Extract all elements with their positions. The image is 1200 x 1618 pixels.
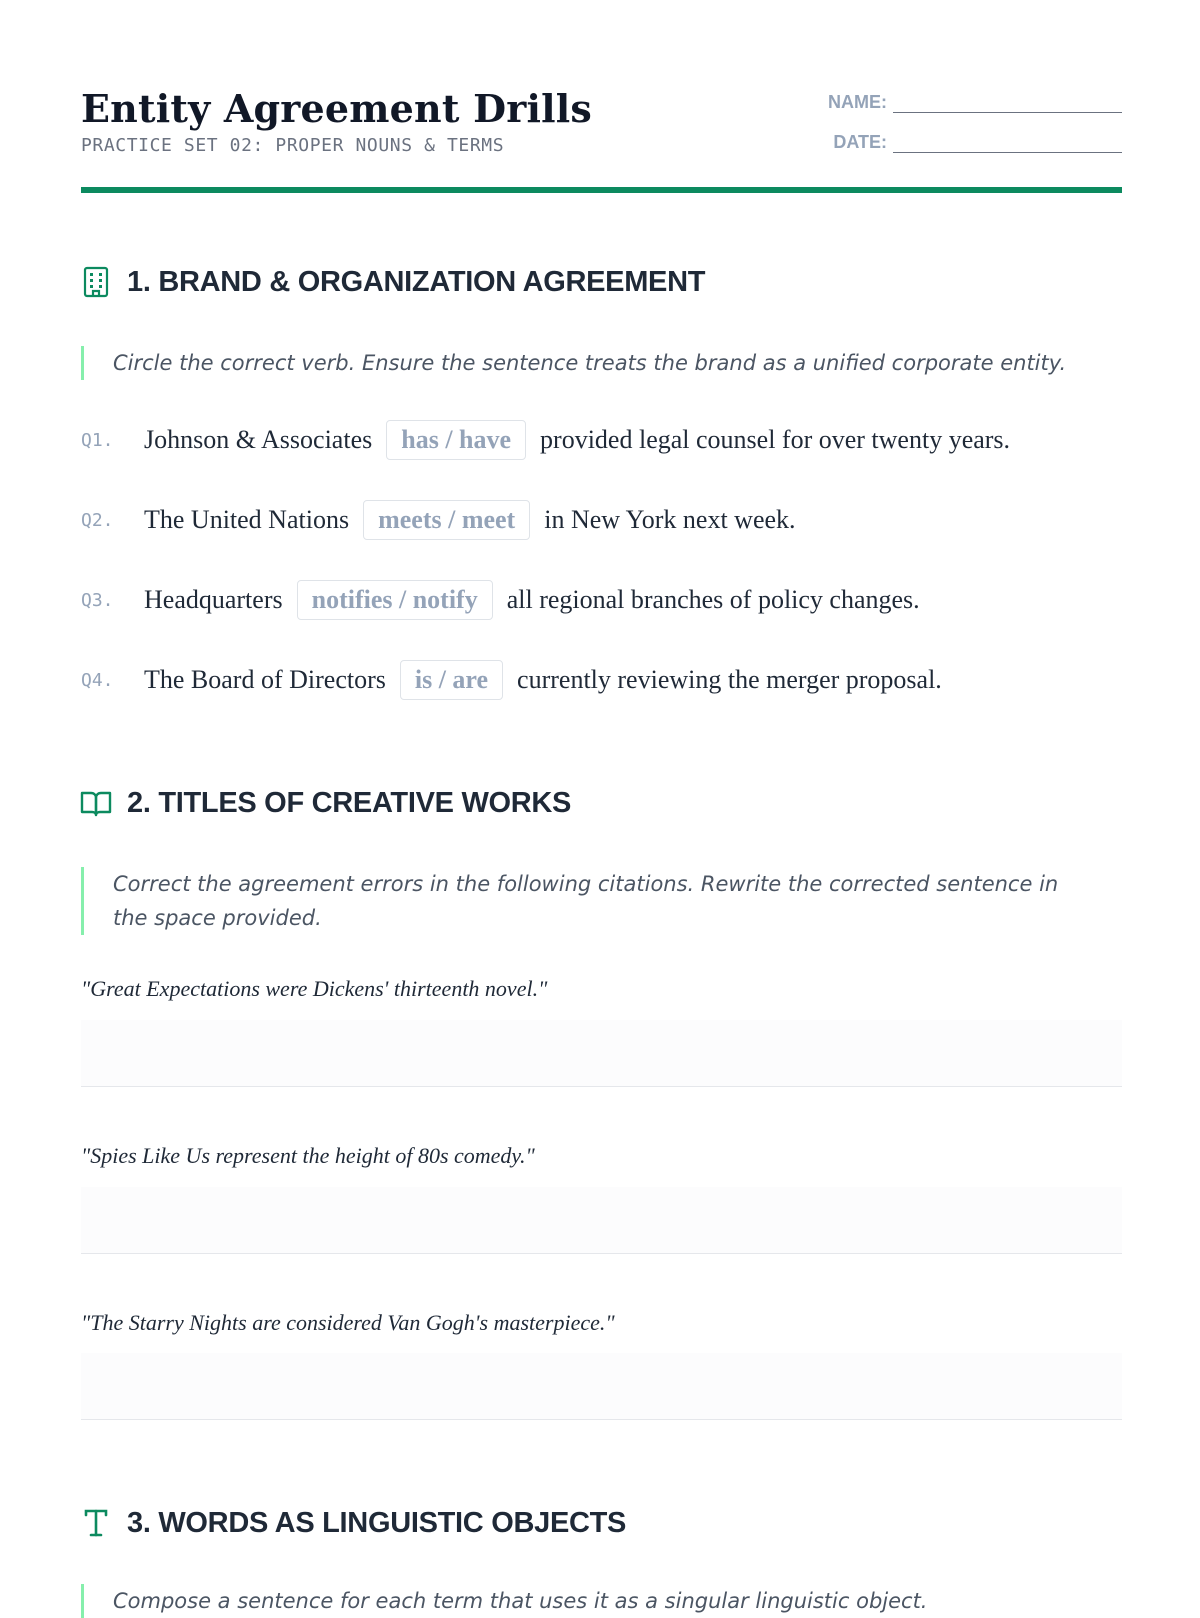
date-label: DATE: bbox=[833, 132, 887, 152]
building-icon bbox=[81, 265, 111, 299]
section-2-instruction-line-2: the space provided. bbox=[113, 906, 322, 930]
question-text-after: in New York next week. bbox=[544, 505, 796, 534]
verb-choice[interactable]: is / are bbox=[400, 660, 503, 700]
question-row-2 bbox=[81, 498, 796, 542]
date-field-row bbox=[833, 132, 1122, 153]
book-open-icon bbox=[81, 786, 111, 820]
answer-box-1[interactable] bbox=[81, 1020, 1122, 1087]
question-number: Q4. bbox=[81, 669, 114, 691]
question-text-before: The Board of Directors bbox=[144, 665, 386, 694]
page-title: Entity Agreement Drills bbox=[81, 86, 592, 131]
question-row-1 bbox=[81, 418, 1010, 462]
section-2-instruction bbox=[81, 867, 1122, 935]
answer-box-2[interactable] bbox=[81, 1187, 1122, 1254]
verb-choice[interactable]: notifies / notify bbox=[297, 580, 493, 620]
page-subtitle: PRACTICE SET 02: PROPER NOUNS & TERMS bbox=[81, 135, 505, 156]
section-1-heading bbox=[81, 265, 705, 299]
section-1-instruction: Circle the correct verb. Ensure the sentence treats the brand as a unified corporate entity. bbox=[81, 346, 1122, 380]
verb-choice[interactable]: has / have bbox=[386, 420, 526, 460]
header-divider bbox=[81, 187, 1122, 193]
date-field[interactable] bbox=[893, 135, 1122, 153]
question-text-before: Johnson & Associates bbox=[144, 425, 373, 454]
name-field[interactable] bbox=[893, 95, 1122, 113]
section-3-title: 3. WORDS AS LINGUISTIC OBJECTS bbox=[127, 1506, 627, 1539]
answer-box-3[interactable] bbox=[81, 1353, 1122, 1420]
section-3-instruction: Compose a sentence for each term that uses it as a singular linguistic object. bbox=[81, 1584, 1122, 1618]
question-number: Q3. bbox=[81, 589, 114, 611]
citation-2: "Spies Like Us represent the height of 80s comedy." bbox=[81, 1143, 535, 1168]
section-2-heading bbox=[81, 786, 571, 820]
type-icon bbox=[81, 1506, 111, 1540]
question-text-after: all regional branches of policy changes. bbox=[506, 585, 920, 614]
worksheet-header bbox=[81, 0, 1122, 192]
section-2-title: 2. TITLES OF CREATIVE WORKS bbox=[127, 786, 572, 819]
section-1-title: 1. BRAND & ORGANIZATION AGREEMENT bbox=[127, 265, 706, 298]
section-3-heading bbox=[81, 1506, 626, 1540]
question-number: Q1. bbox=[81, 429, 114, 451]
question-row-3 bbox=[81, 578, 920, 622]
question-text-after: provided legal counsel for over twenty years. bbox=[540, 425, 1011, 454]
citation-1: "Great Expectations were Dickens' thirteenth novel." bbox=[81, 976, 548, 1001]
question-number: Q2. bbox=[81, 509, 114, 531]
worksheet-page bbox=[81, 0, 1122, 1613]
verb-choice[interactable]: meets / meet bbox=[363, 500, 530, 540]
question-row-4 bbox=[81, 658, 942, 702]
name-field-row bbox=[828, 92, 1122, 113]
name-label: NAME: bbox=[828, 92, 887, 112]
citation-3: "The Starry Nights are considered Van Gogh's masterpiece." bbox=[81, 1310, 615, 1335]
section-2-instruction-line-1: Correct the agreement errors in the following citations. Rewrite the corrected sentence in bbox=[113, 872, 1059, 896]
question-text-after: currently reviewing the merger proposal. bbox=[517, 665, 942, 694]
question-text-before: Headquarters bbox=[144, 585, 283, 614]
question-text-before: The United Nations bbox=[144, 505, 350, 534]
